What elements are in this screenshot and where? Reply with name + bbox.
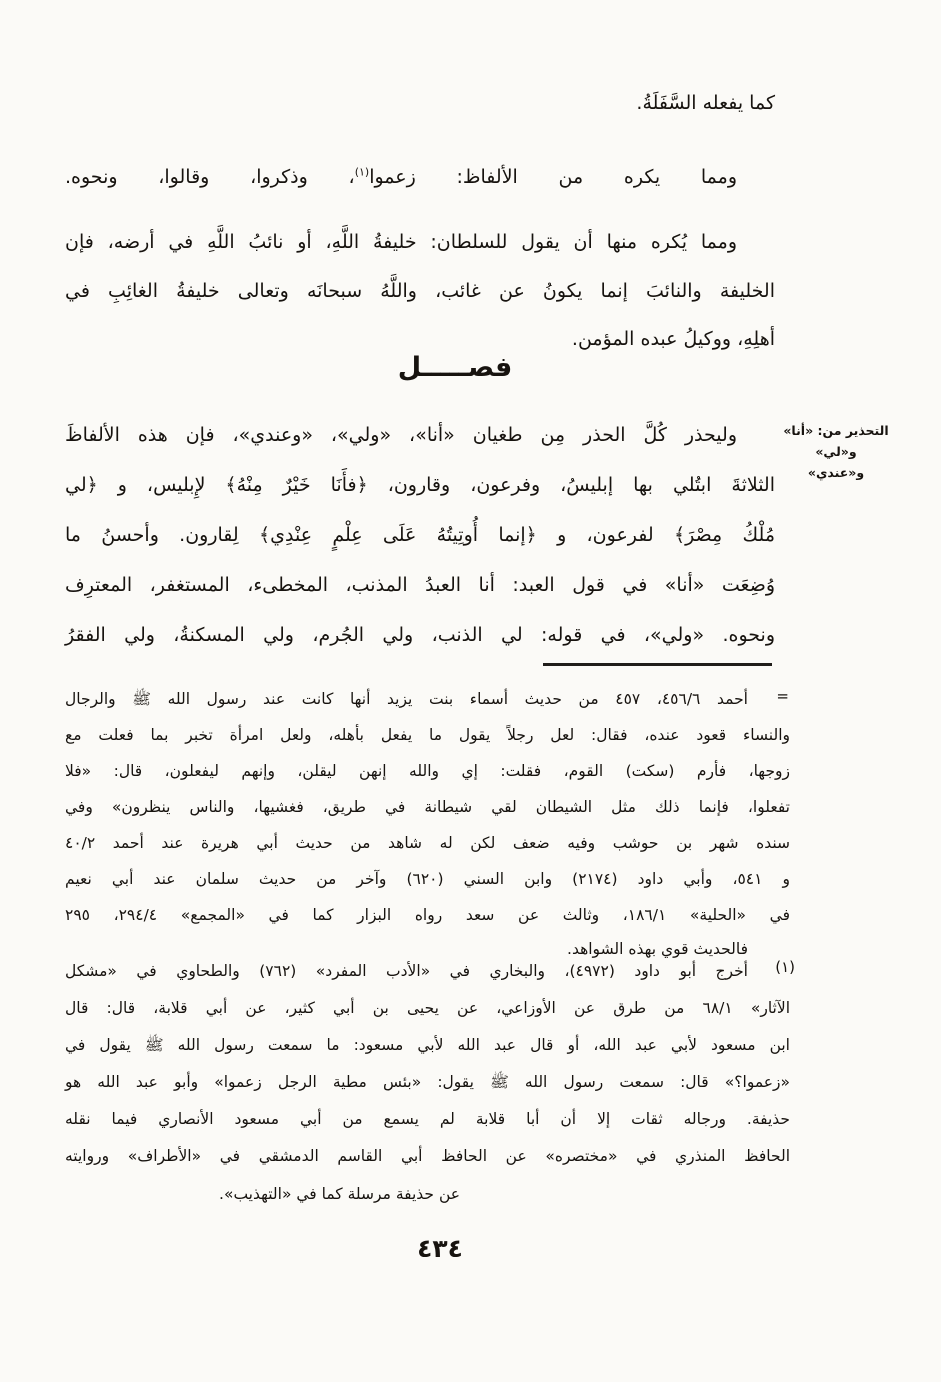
footnote-line: فالحديث قوي بهذه الشواهد. [567,940,748,958]
section-heading-fasl: فصـــــل [397,352,513,383]
footnote-divider-rule [543,663,772,666]
body-line: وليحذر كُلَّ الحذر مِن طغيان «أنا»، «ولي»، «وعندي»، فإن هذه الألفاظَ [65,424,737,446]
footnote-1-marker: (١) [775,958,795,976]
body-line: ومما يُكره منها أن يقول للسلطان: خليفةُ اللَّهِ، أو نائبُ اللَّهِ في أرضه، فإن [65,231,737,253]
footnote-line: أحمد ٤٥٦/٦، ٤٥٧ من حديث أسماء بنت يزيد أنها كانت عند رسول الله ﷺ والرجال [65,690,748,708]
footnote-continuation-marker: = [776,687,789,705]
margin-note [773,420,899,483]
body-line: الثلاثةَ ابتُلي بها إبليسُ، وفرعون، وقارون، ﴿فأَنَا خَيْرٌ مِنْهُ﴾ لإِبليس، و ﴿لي [65,474,775,496]
body-line: الخليفة والنائبَ إنما يكونُ عن غائب، واللَّهُ سبحانَه وتعالى خليفةُ الغائِبِ في [65,280,775,302]
body-text: ومما يكره من الألفاظ: زعموا [369,166,737,188]
footnote-line: عن حذيفة مرسلة كما في «التهذيب». [219,1185,460,1203]
footnote-line: أخرج أبو داود (٤٩٧٢)، والبخاري في «الأدب المفرد» (٧٦٢) والطحاوي في «مشكل [65,962,748,980]
body-text: ، وذكروا، وقالوا، ونحوه. [65,166,355,188]
footnote-reference-1: (١) [354,165,370,179]
margin-note-line: و«عندي» [807,465,865,480]
footnote-line: الآثار» ٦٨/١ من طرق عن الأوزاعي، عن يحيى بن أبي كثير، عن أبي قلابة، قال: قال [65,999,791,1017]
footnote-line: ابن مسعود لأبي عبد الله، أو قال عبد الله لأبي مسعود: ما سمعت رسول الله ﷺ يقول في [65,1036,790,1054]
body-line: أهلِهِ، ووكيلُ عبده المؤمن. [571,328,775,350]
body-paragraph-zaamu [65,160,775,194]
footnote-line: تفعلوا، فإنما ذلك مثل الشيطان لقي شيطانة في طريق، فغشيها، والناس ينظرون» وفي [65,798,790,816]
footnote-line: الحافظ المنذري في «مختصره» عن الحافظ أبي القاسم الدمشقي في «الأطراف» وروايته [65,1147,790,1165]
body-line: ونحوه. «ولي»، في قوله: لي الذنب، ولي الجُرم، ولي المسكنةُ، ولي الفقرُ [65,624,775,646]
footnote-line: زوجها، فأرم (سكت) القوم، فقلت: إي والله إنهن ليقلن، وإنهم ليفعلون، قال: «فلا [65,762,790,780]
body-line: مُلْكُ مِصْرَ﴾ لفرعون، و ﴿إنما أُوتِيتُهُ عَلَى عِلْمٍ عِنْدِي﴾ لِقارون. وأحسنُ ما [65,524,775,546]
footnote-line: في «الحلية» ١٨٦/١، وثالث عن سعد رواه البزار كما في «المجمع» ٢٩٤/٤، ٢٩٥ [65,906,790,924]
footnote-line: حذيفة. ورجاله ثقات إلا أن أبا قلابة لم يسمع من أبي مسعود الأنصاري فيما نقله [65,1110,790,1128]
body-line: وُضِعَت «أنا» في قول العبد: أنا العبدُ المذنب، المخطىء، المستغفر، المعترِف [65,574,775,596]
footnote-line: سنده شهر بن حوشب وفيه ضعف لكن له شاهد من حديث أبي هريرة عند أحمد ٤٠/٢ [65,834,790,852]
footnote-line: «زعموا؟» قال: سمعت رسول الله ﷺ يقول: «بئس مطية الرجل زعموا» وأبو عبد الله هو [65,1073,790,1091]
margin-note-line: التحذير من: «أنا» و«لي» [783,423,889,459]
body-line-continuation: كما يفعله السَّفَلَةُ. [636,92,775,114]
footnote-line: و ٥٤١، وأبي داود (٢١٧٤) وابن السني (٦٢٠) وآخر من حديث سلمان عند أبي نعيم [65,870,791,888]
footnote-line: والنساء قعود عنده، فقال: لعل رجلاً يقول ما يفعل بأهله، ولعل امرأة تخبر بما فعلت مع [65,726,790,744]
page-number: ٤٣٤ [417,1234,463,1263]
